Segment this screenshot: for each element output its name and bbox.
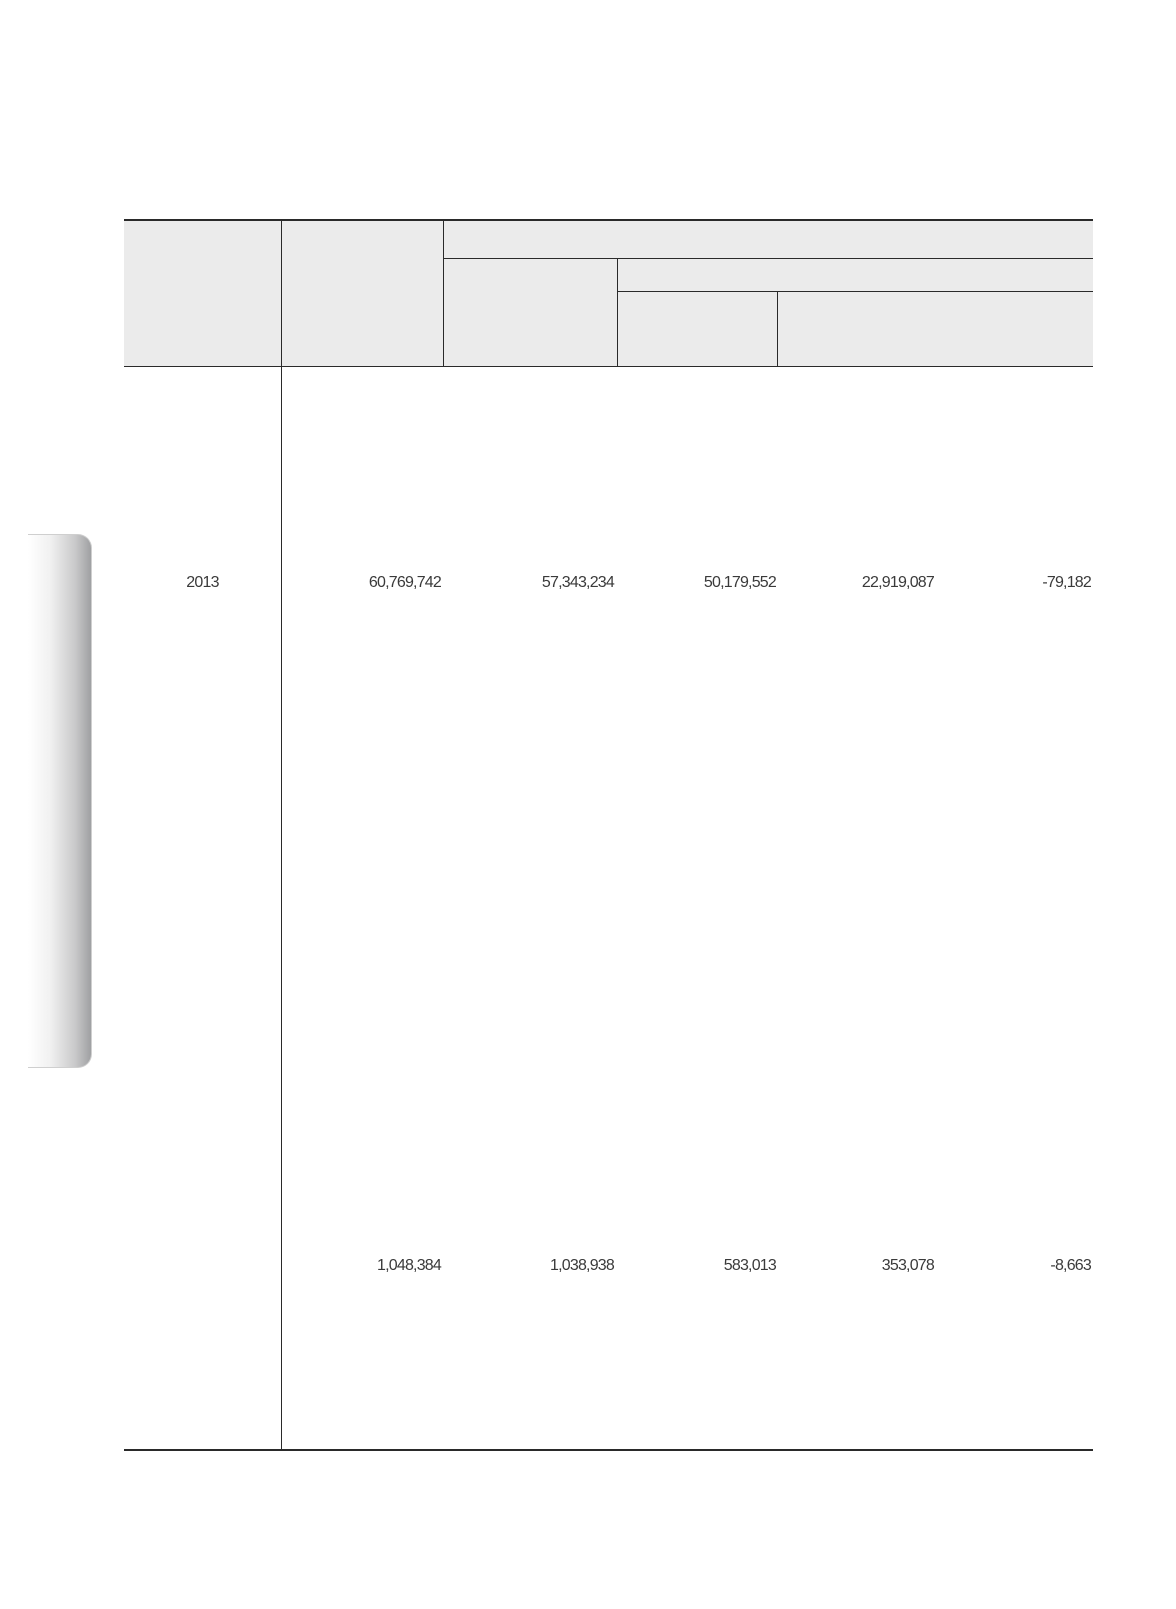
chapter-side-tab <box>28 534 92 1068</box>
table-bottom-rule <box>124 1449 1093 1451</box>
header-bottom-rule <box>124 366 1093 367</box>
row-year: 2013 <box>186 574 219 591</box>
table-header <box>124 219 1093 366</box>
table-top-rule <box>124 219 1093 221</box>
row-value-col5: -79,182 <box>1042 574 1091 591</box>
row-value-col4: 22,919,087 <box>861 574 934 591</box>
header-subrule-1 <box>443 258 1093 259</box>
row-value-col2: 1,038,938 <box>550 1257 614 1274</box>
row-value-col1: 1,048,384 <box>377 1257 441 1274</box>
column-divider-header-1 <box>443 219 444 366</box>
row-value-col3: 50,179,552 <box>703 574 776 591</box>
column-divider-year <box>281 219 282 1450</box>
row-value-col2: 57,343,234 <box>541 574 614 591</box>
row-value-col4: 353,078 <box>881 1257 934 1274</box>
row-value-col5: -8,663 <box>1050 1257 1091 1274</box>
column-divider-header-3 <box>777 291 778 366</box>
row-value-col3: 583,013 <box>723 1257 776 1274</box>
header-subrule-2 <box>617 291 1093 292</box>
row-value-col1: 60,769,742 <box>368 574 441 591</box>
column-divider-header-2 <box>617 258 618 366</box>
statistics-table <box>124 219 1093 1450</box>
